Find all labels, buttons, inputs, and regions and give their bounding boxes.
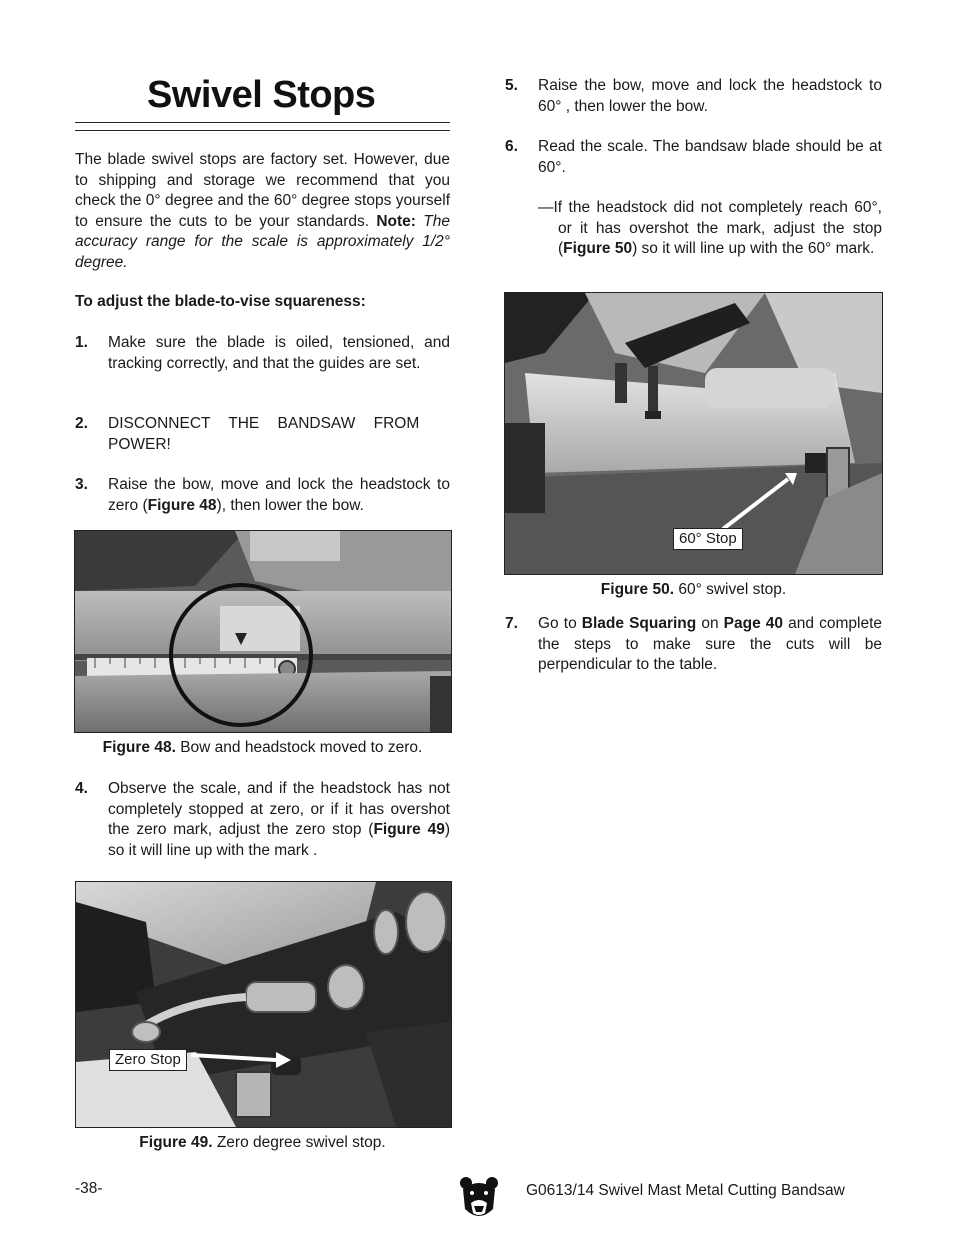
figure-ref: Figure 50 [563,240,633,257]
step-text: Read the scale. The bandsaw blade should be at 60°. [538,138,882,176]
step-text: Make sure the blade is oiled, tensioned, and tracking correctly, and that the guides are set. [108,334,450,372]
step-number: 1. [75,334,88,351]
note-text-part: —If the headstock did not completely reach 60°, or it has overshot the mark, adjust the stop ( [538,199,882,257]
step-text-part: Observe the scale, and if the headstock has not completely stopped at zero, or if it has overshot the zero mark, adjust the zero stop ( [108,780,450,838]
figure-ref: Figure 49 [373,821,445,838]
caption-text: 60° swivel stop. [674,581,787,598]
page-ref: Page 40 [723,615,784,632]
step-text [108,779,450,861]
note-text: The accuracy range for the scale is approximately 1/2° degree. [75,212,450,271]
step-text-part: Go to [538,615,582,632]
step-number: 5. [505,77,518,94]
step-text-part: on [696,615,724,632]
model-name: G0613/14 Swivel Mast Metal Cutting Bandsaw [526,1182,845,1199]
note-text-part: ) so it will line up with the 60° mark. [632,240,875,257]
subheading: To adjust the blade-to-vise squareness: [75,293,366,310]
caption-text: Zero degree swivel stop. [212,1134,386,1151]
caption-label: Figure 50. [600,581,675,598]
caption-text: Bow and headstock moved to zero. [175,739,423,756]
step-text-part: ), then lower the bow. [216,496,364,514]
step-text [538,614,882,676]
figure-49-caption [75,1133,450,1153]
caption-label: Figure 48. [102,739,176,756]
step-text [108,475,450,516]
page-title: Swivel Stops [147,74,376,116]
title-rule-bottom [75,130,450,131]
step-text-part: Raise the bow, move and lock the headstock to zero ( [108,476,450,514]
step-text: Raise the bow, move and lock the headstock to 60° , then lower the bow. [538,77,882,115]
figure-ref: Figure 48 [147,496,217,514]
sixty-stop-callout: 60° Stop [673,528,743,550]
caption-label: Figure 49. [139,1134,213,1151]
zero-stop-callout: Zero Stop [109,1049,187,1071]
step-6-note [538,198,882,260]
note-label: Note: [376,212,416,230]
step-number: 2. [75,415,88,432]
step-number: 7. [505,615,518,632]
intro-paragraph [75,150,450,273]
step-number: 4. [75,780,88,797]
figure-49-photo [75,881,452,1128]
figure-48-photo [74,530,452,733]
step-text-part: ) so it will line up with the mark . [108,821,450,859]
page-number: -38- [75,1180,103,1197]
grizzly-bear-logo-icon [459,1175,499,1223]
step-text-part: and complete the steps to make sure the cuts will be perpendicular to the table. [538,615,882,673]
section-ref: Blade Squaring [581,615,697,632]
intro-text: The blade swivel stops are factory set. However, due to shipping and storage we recommend that you check the 0° degree and the 60° degree stops yourself to ensure the cuts to be your standards. [75,151,450,230]
figure-48-caption [75,738,450,758]
figure-50-caption [505,580,882,600]
step-text: DISCONNECT THE BANDSAW FROM POWER! [108,415,420,453]
step-number: 6. [505,138,518,155]
title-rule-top [75,122,450,123]
step-number: 3. [75,476,88,493]
